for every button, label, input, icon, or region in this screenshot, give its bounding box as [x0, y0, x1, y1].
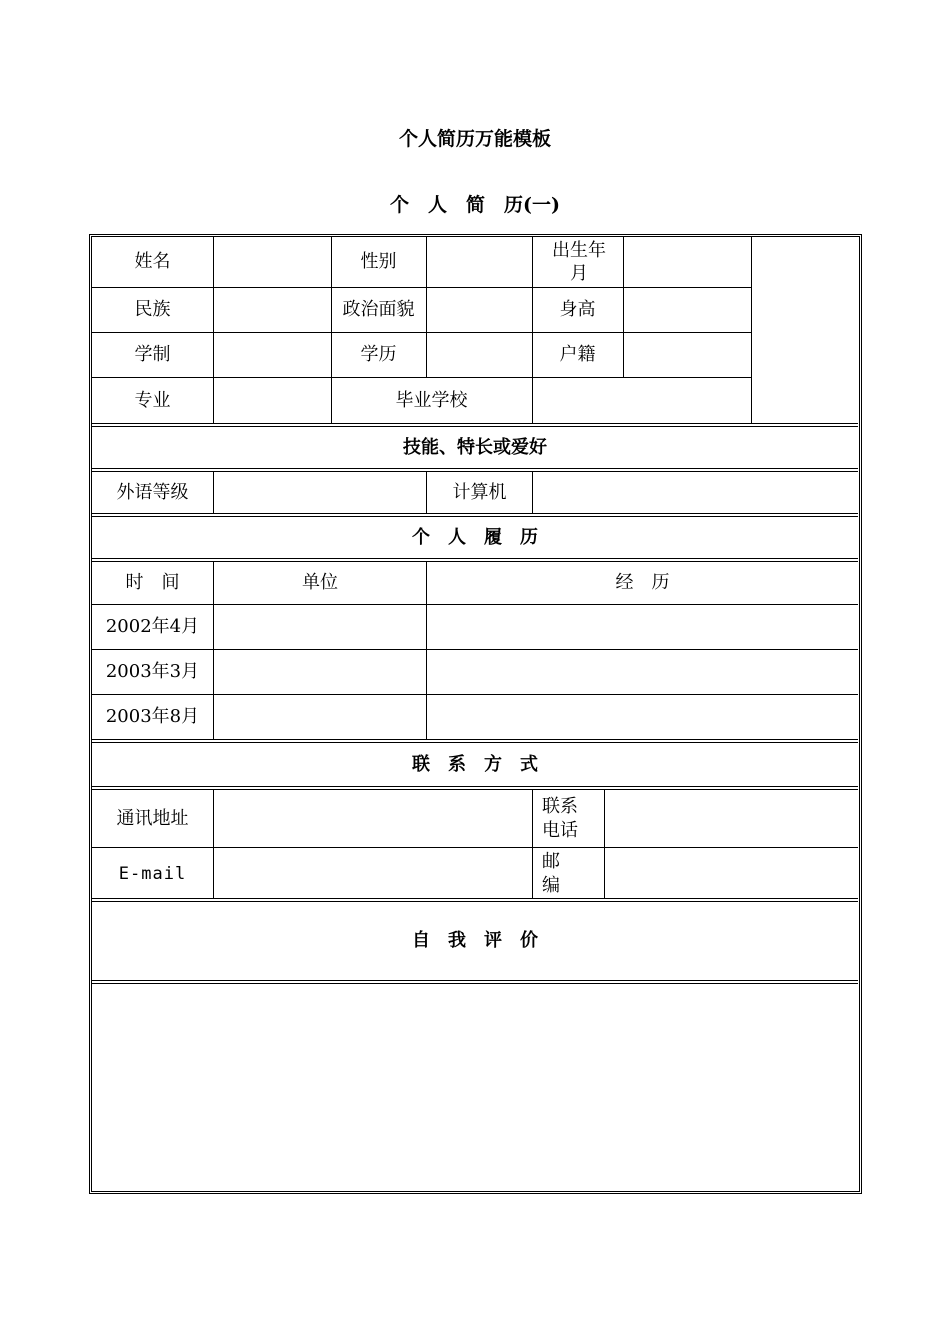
history-exp-3[interactable] [427, 695, 858, 739]
label-language: 外语等级 [116, 482, 189, 503]
label-education: 学历 [360, 344, 397, 365]
field-education[interactable] [427, 333, 532, 377]
label-hukou: 户籍 [559, 344, 596, 365]
label-name: 姓名 [134, 251, 171, 272]
field-ethnicity[interactable] [214, 288, 331, 332]
field-hukou[interactable] [624, 333, 751, 377]
label-email: E-mail [118, 863, 187, 884]
field-computer[interactable] [533, 472, 858, 514]
label-computer: 计算机 [452, 482, 507, 503]
history-time-3: 2003年8月 [105, 706, 200, 727]
contact-header: 联 系 方 式 [412, 753, 538, 775]
self-eval-header: 自 我 评 价 [412, 930, 538, 951]
col-experience: 经 历 [615, 572, 670, 593]
history-unit-1[interactable] [214, 605, 426, 649]
field-language[interactable] [214, 472, 426, 514]
field-schooling[interactable] [214, 333, 331, 377]
field-school[interactable] [533, 378, 751, 424]
label-birth: 出生年月 [552, 240, 606, 284]
field-name[interactable] [214, 237, 331, 287]
resume-subtitle: 个 人 简 历(一) [390, 194, 560, 216]
label-schooling: 学制 [134, 344, 171, 365]
field-gender[interactable] [427, 237, 532, 287]
field-major[interactable] [214, 378, 331, 424]
history-exp-2[interactable] [427, 650, 858, 694]
field-politics[interactable] [427, 288, 532, 332]
label-address: 通讯地址 [116, 807, 189, 829]
document-title: 个人简历万能模板 [398, 128, 551, 150]
col-unit: 单位 [302, 572, 338, 593]
history-time-2: 2003年3月 [105, 661, 200, 682]
field-email[interactable] [214, 848, 532, 899]
field-birth[interactable] [624, 237, 751, 287]
history-exp-1[interactable] [427, 605, 858, 649]
history-unit-3[interactable] [214, 695, 426, 739]
label-gender: 性别 [360, 251, 397, 272]
label-politics: 政治面貌 [342, 299, 415, 320]
field-address[interactable] [214, 790, 532, 847]
self-eval-field[interactable] [92, 984, 858, 1191]
skills-header: 技能、特长或爱好 [403, 436, 547, 458]
label-ethnicity: 民族 [134, 299, 171, 320]
history-unit-2[interactable] [214, 650, 426, 694]
label-height: 身高 [559, 299, 596, 320]
label-major: 专业 [134, 390, 171, 411]
label-postcode: 邮编 [542, 850, 560, 896]
field-height[interactable] [624, 288, 751, 332]
field-postcode[interactable] [605, 848, 858, 899]
history-time-1: 2002年4月 [105, 616, 200, 637]
field-phone[interactable] [605, 790, 858, 847]
history-header: 个 人 履 历 [412, 527, 538, 548]
label-school: 毕业学校 [395, 390, 468, 411]
label-phone: 联系电话 [542, 795, 578, 841]
photo-area[interactable] [752, 237, 858, 424]
col-time: 时 间 [125, 572, 180, 593]
